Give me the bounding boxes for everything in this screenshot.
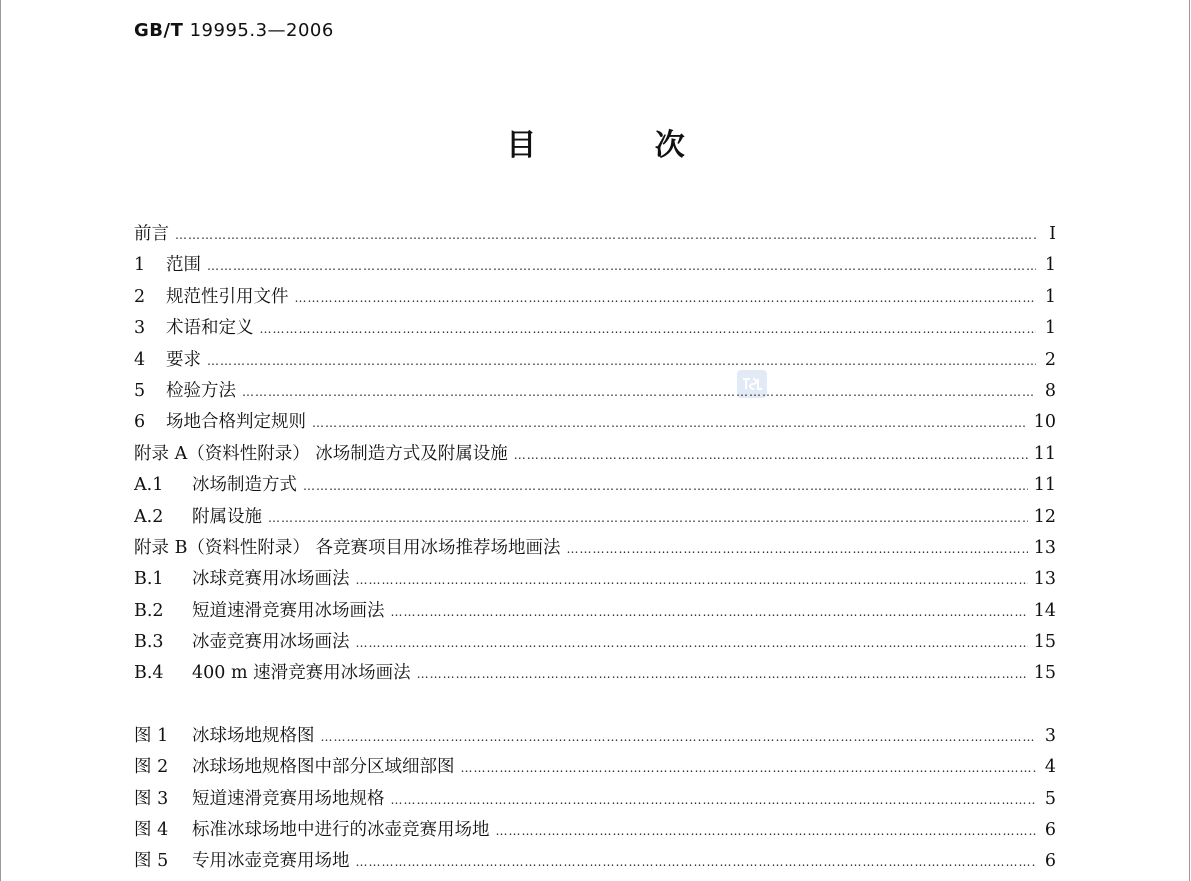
- toc-entry-text: [134, 407, 306, 438]
- toc-entry-label: 冰球场地规格图: [192, 725, 315, 746]
- toc-entry-label: 术语和定义: [166, 318, 254, 339]
- toc-entry-number: 图 5: [134, 851, 169, 872]
- toc-entry[interactable]: [134, 282, 1056, 313]
- toc-entry-number: 3: [134, 318, 146, 339]
- toc-page-number: 10: [1033, 412, 1056, 433]
- toc-page-number: 2: [1044, 349, 1056, 370]
- figure-entry[interactable]: [134, 815, 1056, 846]
- dot-leader: [268, 503, 1028, 534]
- dot-leader: [461, 753, 1037, 784]
- toc-entry-label: 附属设施: [192, 506, 262, 527]
- toc-entry-text: [134, 815, 490, 846]
- dot-leader: [356, 565, 1028, 596]
- toc-entry-label: 规范性引用文件: [166, 286, 289, 307]
- toc-figure-list: [134, 721, 1056, 878]
- toc-entry-number: 2: [134, 286, 146, 307]
- dot-leader: [417, 659, 1028, 690]
- toc-entry-label: 短道速滑竞赛用场地规格: [192, 788, 385, 809]
- dot-leader: [391, 785, 1037, 816]
- toc-entry[interactable]: [134, 407, 1056, 438]
- toc-entry[interactable]: [134, 313, 1056, 344]
- toc-entry-label: 范围: [166, 255, 201, 276]
- toc-entry[interactable]: [134, 376, 1056, 407]
- toc-page-number: 6: [1044, 820, 1056, 841]
- toc-page-number: 3: [1044, 725, 1056, 746]
- toc-entry-number: 图 3: [134, 788, 169, 809]
- toc-entry-number: 4: [134, 349, 146, 370]
- toc-entry[interactable]: [134, 564, 1056, 595]
- toc-entry-text: [134, 784, 385, 815]
- toc-entry-text: [134, 250, 201, 281]
- dot-leader: [260, 314, 1037, 345]
- toc-entry-text: [134, 376, 236, 407]
- dot-leader: [312, 408, 1028, 439]
- toc-page-number: 1: [1044, 318, 1056, 339]
- dot-leader: [566, 534, 1027, 565]
- toc-entry-label: 附录 A（资料性附录） 冰场制造方式及附属设施: [134, 443, 508, 464]
- toc-entry-text: [134, 533, 560, 564]
- page-title: 目 次: [506, 128, 739, 163]
- toc-entry-number: 图 4: [134, 820, 169, 841]
- dot-leader: [514, 440, 1028, 471]
- toc-entry-text: [134, 658, 411, 689]
- toc-entry-label: 冰球竞赛用冰场画法: [192, 569, 350, 590]
- toc-entry-label: 前言: [134, 224, 169, 244]
- toc-entry-label: 要求: [166, 349, 201, 370]
- toc-entry[interactable]: [134, 596, 1056, 627]
- toc-entry-number: 1: [134, 255, 146, 276]
- toc-page-number: 6: [1044, 851, 1056, 872]
- toc-entry-number: B.1: [134, 569, 164, 590]
- toc-entry[interactable]: [134, 627, 1056, 658]
- toc-entry-number: 图 2: [134, 757, 169, 778]
- toc-entry-number: 5: [134, 380, 146, 401]
- toc-entry-label: 场地合格判定规则: [166, 412, 306, 433]
- standard-prefix: GB/T: [134, 20, 184, 41]
- toc-entry[interactable]: [134, 345, 1056, 376]
- dot-leader: [321, 722, 1037, 753]
- toc-entry-text: [134, 282, 289, 313]
- toc-entry-label: 冰场制造方式: [192, 475, 297, 496]
- toc-page-number: 8: [1044, 380, 1056, 401]
- standard-number: 19995.3—2006: [189, 20, 334, 41]
- dot-leader: [356, 628, 1028, 659]
- toc-entry-label: 专用冰壶竞赛用场地: [192, 851, 350, 872]
- toc-entry-number: B.3: [134, 632, 164, 653]
- toc-entry[interactable]: [134, 502, 1056, 533]
- toc-entry-label: 检验方法: [166, 380, 236, 401]
- toc-page-number: 4: [1044, 757, 1056, 778]
- toc-entry-label: 标准冰球场地中进行的冰壶竞赛用场地: [192, 820, 490, 841]
- toc-entry-text: [134, 345, 201, 376]
- toc-entry-number: 图 1: [134, 725, 169, 746]
- dot-leader: [496, 816, 1037, 847]
- figure-entry[interactable]: [134, 846, 1056, 877]
- toc-entry-number: A.1: [134, 475, 164, 496]
- toc-entry-text: [134, 627, 350, 658]
- toc-page-number: Ⅰ: [1049, 224, 1056, 244]
- toc-entry[interactable]: [134, 219, 1056, 250]
- toc-entry-text: [134, 470, 297, 501]
- toc-page-number: 1: [1044, 255, 1056, 276]
- table-of-contents: [134, 219, 1056, 878]
- toc-page-number: 13: [1033, 569, 1056, 590]
- dot-leader: [391, 597, 1028, 628]
- toc-entry-label: 附录 B（资料性附录） 各竞赛项目用冰场推荐场地画法: [134, 537, 561, 558]
- toc-entry[interactable]: [134, 250, 1056, 281]
- dot-leader: [175, 220, 1036, 251]
- toc-section-list: [134, 219, 1056, 690]
- toc-entry[interactable]: [134, 533, 1056, 564]
- toc-page-number: 15: [1033, 632, 1056, 653]
- toc-entry-text: [134, 752, 455, 783]
- toc-entry[interactable]: [134, 658, 1056, 689]
- dot-leader: [207, 346, 1036, 377]
- figure-entry[interactable]: [134, 784, 1056, 815]
- toc-entry-number: 6: [134, 412, 146, 433]
- toc-entry-text: [134, 502, 262, 533]
- toc-entry-label: 冰壶竞赛用冰场画法: [192, 632, 350, 653]
- section-gap: [134, 690, 1056, 721]
- dot-leader: [242, 377, 1036, 408]
- toc-page-number: 11: [1033, 475, 1056, 496]
- toc-entry-text: [134, 721, 315, 752]
- dot-leader: [207, 251, 1036, 282]
- dot-leader: [295, 283, 1037, 314]
- toc-entry-label: 400 m 速滑竞赛用冰场画法: [192, 663, 411, 684]
- toc-page-number: 13: [1033, 537, 1056, 558]
- toc-entry-number: B.4: [134, 663, 164, 684]
- toc-page-number: 1: [1044, 286, 1056, 307]
- toc-page-number: 14: [1033, 600, 1056, 621]
- dot-leader: [303, 471, 1028, 502]
- toc-entry-number: A.2: [134, 506, 164, 527]
- toc-entry-text: [134, 596, 385, 627]
- toc-entry[interactable]: [134, 439, 1056, 470]
- toc-page-number: 5: [1044, 788, 1056, 809]
- toc-entry-number: B.2: [134, 600, 164, 621]
- toc-entry-text: [134, 564, 350, 595]
- toc-entry-text: [134, 439, 508, 470]
- toc-page-number: 12: [1033, 506, 1056, 527]
- standard-number-header: [134, 20, 334, 41]
- toc-entry-label: 冰球场地规格图中部分区域细部图: [192, 757, 455, 778]
- toc-entry-label: 短道速滑竞赛用冰场画法: [192, 600, 385, 621]
- figure-entry[interactable]: [134, 752, 1056, 783]
- toc-entry-text: [134, 846, 350, 877]
- dot-leader: [356, 847, 1037, 878]
- toc-entry[interactable]: [134, 470, 1056, 501]
- toc-entry-text: [134, 313, 254, 344]
- toc-page-number: 15: [1033, 663, 1056, 684]
- toc-entry-text: [134, 219, 169, 250]
- figure-entry[interactable]: [134, 721, 1056, 752]
- toc-page-number: 11: [1033, 443, 1056, 464]
